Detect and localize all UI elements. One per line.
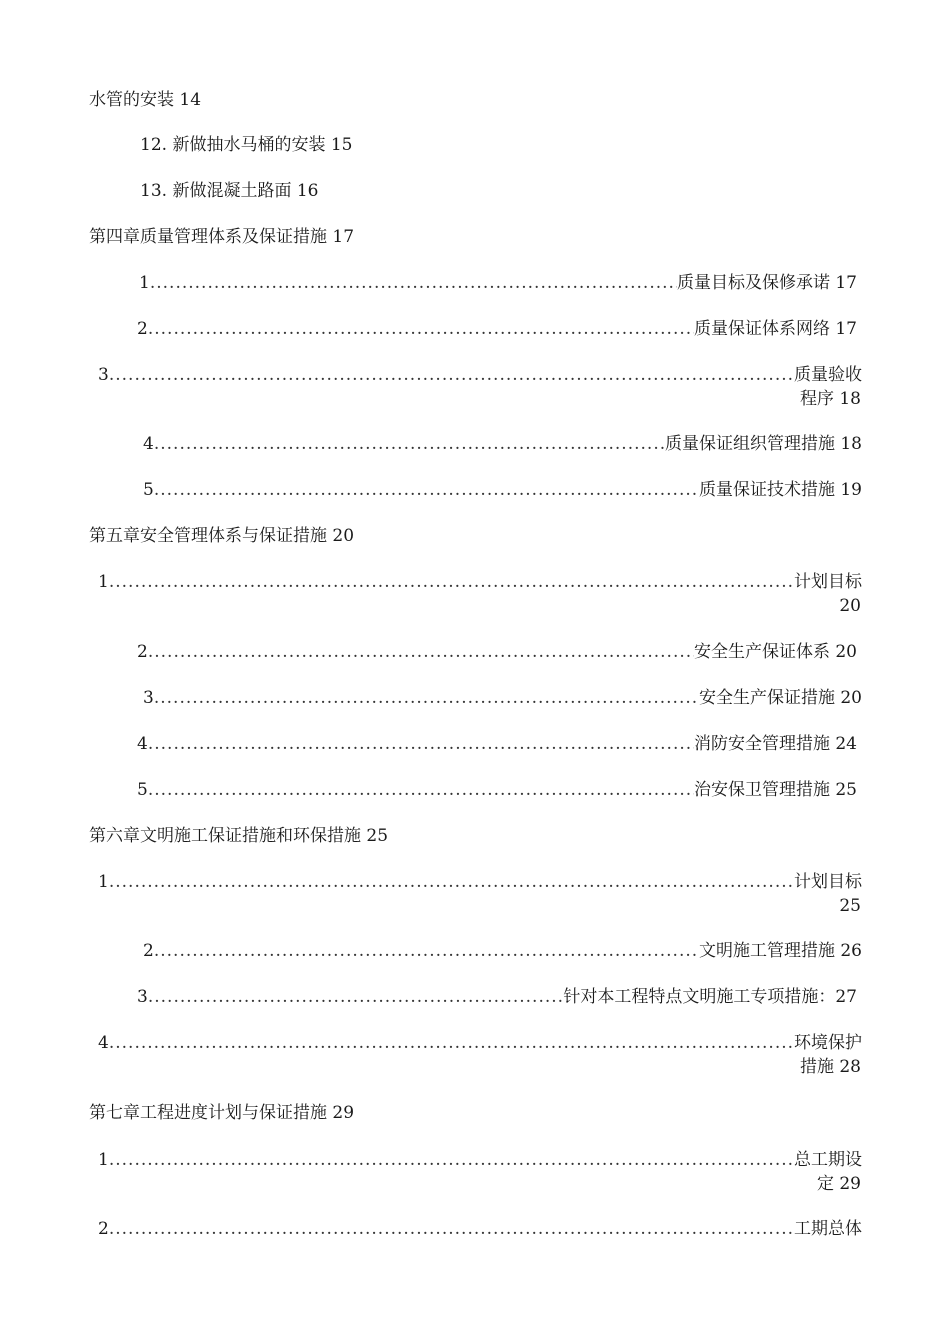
toc-chapter-6: 第六章文明施工保证措施和环保措施 25 — [89, 826, 389, 846]
toc-entry-number: 4 — [98, 1033, 109, 1053]
toc-entry-label: 质量保证技术措施 19 — [698, 480, 862, 500]
toc-entry-5-2 — [137, 641, 857, 663]
toc-leader-dots — [148, 779, 694, 801]
toc-entry-number: 1 — [139, 273, 150, 293]
toc-entry-number: 2 — [137, 642, 148, 662]
toc-entry-continuation: 20 — [839, 596, 861, 616]
toc-entry-number: 2 — [143, 941, 154, 961]
toc-entry-4-4 — [143, 433, 862, 455]
toc-leader-dots — [109, 871, 794, 893]
toc-leader-dots — [154, 433, 665, 455]
toc-entry-label: 总工期设 — [794, 1150, 862, 1170]
toc-entry-label: 质量验收 — [794, 365, 862, 385]
toc-chapter-7: 第七章工程进度计划与保证措施 29 — [89, 1103, 355, 1123]
toc-entry-7-1 — [98, 1149, 862, 1171]
toc-entry-number: 4 — [137, 734, 148, 754]
toc-entry-number: 3 — [98, 365, 109, 385]
toc-entry-4-5 — [143, 479, 862, 501]
toc-entry-number: 1 — [98, 872, 109, 892]
toc-entry-5-3 — [143, 687, 862, 709]
toc-entry-6-1 — [98, 871, 862, 893]
toc-entry-4-3 — [98, 364, 862, 386]
toc-entry-6-2 — [143, 940, 862, 962]
toc-entry-number: 2 — [98, 1219, 109, 1239]
toc-entry-concrete-road: 13. 新做混凝土路面 16 — [140, 181, 319, 201]
toc-entry-label: 治安保卫管理措施 25 — [693, 780, 857, 800]
toc-leader-dots — [154, 940, 699, 962]
toc-leader-dots — [109, 1149, 794, 1171]
toc-leader-dots — [109, 1218, 794, 1240]
toc-leader-dots — [109, 571, 794, 593]
toc-entry-4-1 — [139, 272, 857, 294]
toc-entry-number: 1 — [98, 572, 109, 592]
toc-entry-continuation: 定 29 — [816, 1174, 861, 1194]
toc-entry-label: 针对本工程特点文明施工专项措施：27 — [563, 987, 857, 1007]
toc-entry-number: 4 — [143, 434, 154, 454]
toc-entry-number: 2 — [137, 319, 148, 339]
toc-entry-label: 消防安全管理措施 24 — [693, 734, 857, 754]
toc-leader-dots — [109, 1032, 794, 1054]
toc-entry-label: 质量保证组织管理措施 18 — [664, 434, 862, 454]
toc-entry-label: 计划目标 — [794, 872, 862, 892]
toc-leader-dots — [148, 318, 694, 340]
toc-entry-4-2 — [137, 318, 857, 340]
toc-entry-6-4 — [98, 1032, 862, 1054]
toc-chapter-4: 第四章质量管理体系及保证措施 17 — [89, 227, 355, 247]
toc-entry-6-3 — [137, 986, 857, 1008]
toc-entry-continuation: 措施 28 — [799, 1057, 861, 1077]
toc-entry-label: 工期总体 — [794, 1219, 862, 1239]
toc-entry-number: 1 — [98, 1150, 109, 1170]
toc-entry-number: 3 — [143, 688, 154, 708]
toc-entry-number: 5 — [137, 780, 148, 800]
toc-entry-5-1 — [98, 571, 862, 593]
toc-entry-label: 质量保证体系网络 17 — [693, 319, 857, 339]
toc-chapter-5: 第五章安全管理体系与保证措施 20 — [89, 526, 355, 546]
toc-leader-dots — [148, 641, 694, 663]
toc-entry-toilet-install: 12. 新做抽水马桶的安装 15 — [140, 135, 353, 155]
toc-leader-dots — [154, 479, 699, 501]
toc-entry-label: 文明施工管理措施 26 — [698, 941, 862, 961]
toc-entry-7-2 — [98, 1218, 862, 1240]
toc-entry-water-pipe: 水管的安装 14 — [89, 90, 202, 110]
toc-entry-label: 安全生产保证体系 20 — [693, 642, 857, 662]
toc-entry-5-4 — [137, 733, 857, 755]
toc-entry-continuation: 25 — [839, 896, 861, 916]
toc-entry-5-5 — [137, 779, 857, 801]
toc-entry-number: 5 — [143, 480, 154, 500]
toc-leader-dots — [150, 272, 677, 294]
toc-entry-label: 环境保护 — [794, 1033, 862, 1053]
toc-entry-label: 安全生产保证措施 20 — [698, 688, 862, 708]
toc-entry-label: 质量目标及保修承诺 17 — [676, 273, 857, 293]
toc-entry-label: 计划目标 — [794, 572, 862, 592]
toc-entry-number: 3 — [137, 987, 148, 1007]
toc-leader-dots — [109, 364, 794, 386]
toc-entry-continuation: 程序 18 — [799, 389, 861, 409]
toc-leader-dots — [148, 986, 564, 1008]
toc-leader-dots — [148, 733, 694, 755]
toc-leader-dots — [154, 687, 699, 709]
